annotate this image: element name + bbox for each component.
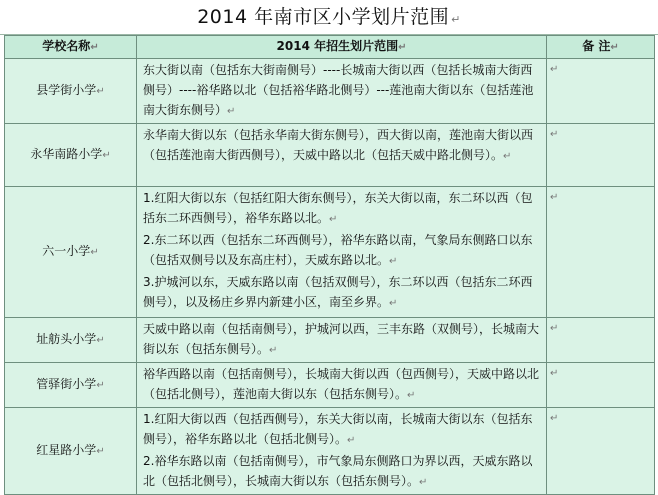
table-row	[5, 408, 655, 495]
school-name-cell	[5, 318, 137, 363]
table-header-row	[5, 36, 655, 59]
paragraph-mark-icon: ↵	[610, 42, 619, 53]
paragraph-mark-icon: ↵	[550, 64, 559, 75]
school-name-cell	[5, 187, 137, 318]
paragraph-mark-icon: ↵	[550, 323, 559, 334]
range-text: 1.红阳大街以西（包括西侧号），东关大街以南，长城南大街以东（包括东侧号），裕华东路以北（包括北侧号）。	[143, 412, 533, 446]
range-paragraph	[143, 188, 542, 230]
paragraph-mark-icon: ↵	[398, 42, 407, 53]
paragraph-mark-icon: ↵	[550, 192, 559, 203]
header-school-label: 学校名称	[42, 39, 91, 53]
paragraph-mark-icon: ↵	[96, 380, 105, 391]
note-cell	[547, 187, 655, 318]
table-row	[5, 318, 655, 363]
table-row	[5, 124, 655, 187]
school-name-cell	[5, 124, 137, 187]
paragraph-mark-icon: ↵	[90, 247, 99, 258]
range-text: 2.裕华东路以南（包括南侧号），市气象局东侧路口为界以西，天威东路以北（包括北侧号），长城南大街以东（包括东侧号）。	[143, 454, 533, 488]
title-text: 2014 年南市区小学划片范围	[197, 6, 450, 28]
paragraph-mark-icon: ↵	[102, 150, 111, 161]
table-row	[5, 187, 655, 318]
range-text: 裕华西路以南（包括南侧号），长城南大街以西（包西侧号），天威中路以北（包括北侧号），莲池南大街以东（包括东侧号）。	[143, 367, 540, 401]
range-paragraph	[143, 409, 542, 451]
page-title	[0, 0, 658, 35]
paragraph-mark-icon: ↵	[96, 446, 105, 457]
paragraph-mark-icon: ↵	[96, 86, 105, 97]
range-text: 2.东二环以西（包括东二环西侧号），裕华东路以南，气象局东侧路口以东（包括双侧号以及东高庄村），天威东路以北。	[143, 233, 533, 267]
paragraph-mark-icon: ↵	[227, 106, 236, 117]
range-cell	[137, 318, 547, 363]
range-paragraph	[143, 319, 542, 361]
table-row	[5, 59, 655, 124]
paragraph-mark-icon: ↵	[407, 390, 416, 401]
paragraph-mark-icon: ↵	[329, 214, 338, 225]
range-paragraph	[143, 451, 542, 493]
note-cell	[547, 59, 655, 124]
paragraph-mark-icon: ↵	[389, 298, 398, 309]
paragraph-mark-icon: ↵	[90, 42, 99, 53]
school-name: 址舫头小学	[36, 332, 97, 346]
paragraph-mark-icon: ↵	[451, 13, 461, 26]
header-note	[547, 36, 655, 59]
note-cell	[547, 124, 655, 187]
header-range-label: 2014 年招生划片范围	[276, 39, 399, 53]
paragraph-mark-icon: ↵	[550, 129, 559, 140]
header-range	[137, 36, 547, 59]
paragraph-mark-icon: ↵	[389, 256, 398, 267]
paragraph-mark-icon: ↵	[269, 345, 278, 356]
range-cell	[137, 187, 547, 318]
school-name-cell	[5, 408, 137, 495]
paragraph-mark-icon: ↵	[96, 335, 105, 346]
range-paragraph	[143, 125, 542, 167]
range-text: 永华南大街以东（包括永华南大街东侧号），西大街以南，莲池南大街以西（包括莲池南大街西侧号），天威中路以北（包括天威中路北侧号）。	[143, 128, 534, 162]
range-cell	[137, 59, 547, 124]
school-name: 县学街小学	[36, 83, 97, 97]
range-cell	[137, 408, 547, 495]
range-cell	[137, 124, 547, 187]
note-cell	[547, 363, 655, 408]
school-name: 六一小学	[42, 244, 91, 258]
school-name: 管驿街小学	[36, 377, 97, 391]
paragraph-mark-icon: ↵	[550, 413, 559, 424]
header-school-name	[5, 36, 137, 59]
paragraph-mark-icon: ↵	[347, 435, 356, 446]
range-text: 1.红阳大街以东（包括红阳大街东侧号），东关大街以南，东二环以西（包括东二环西侧号），裕华东路以北。	[143, 191, 533, 225]
school-name: 红星路小学	[36, 443, 97, 457]
range-text: 天威中路以南（包括南侧号），护城河以西，三丰东路（双侧号），长城南大街以东（包括东侧号）。	[143, 322, 540, 356]
note-cell	[547, 318, 655, 363]
range-text: 东大街以南（包括东大街南侧号）----长城南大街以西（包括长城南大街西侧号）----裕华路以北（包括裕华路北侧号）---莲池南大街以东（包括莲池南大街东侧号）	[143, 63, 534, 117]
range-paragraph	[143, 364, 542, 406]
range-text: 3.护城河以东，天威东路以南（包括双侧号），东二环以西（包括东二环西侧号），以及杨庄乡界内新建小区，南至乡界。	[143, 275, 533, 309]
range-paragraph	[143, 272, 542, 314]
table-row	[5, 363, 655, 408]
paragraph-mark-icon: ↵	[419, 477, 428, 488]
school-name-cell	[5, 59, 137, 124]
range-paragraph	[143, 60, 542, 122]
school-name: 永华南路小学	[30, 147, 103, 161]
school-name-cell	[5, 363, 137, 408]
range-paragraph	[143, 230, 542, 272]
school-district-table	[4, 35, 655, 495]
paragraph-mark-icon: ↵	[550, 368, 559, 379]
note-cell	[547, 408, 655, 495]
range-cell	[137, 363, 547, 408]
paragraph-mark-icon: ↵	[503, 151, 512, 162]
header-note-label: 备 注	[582, 39, 611, 53]
